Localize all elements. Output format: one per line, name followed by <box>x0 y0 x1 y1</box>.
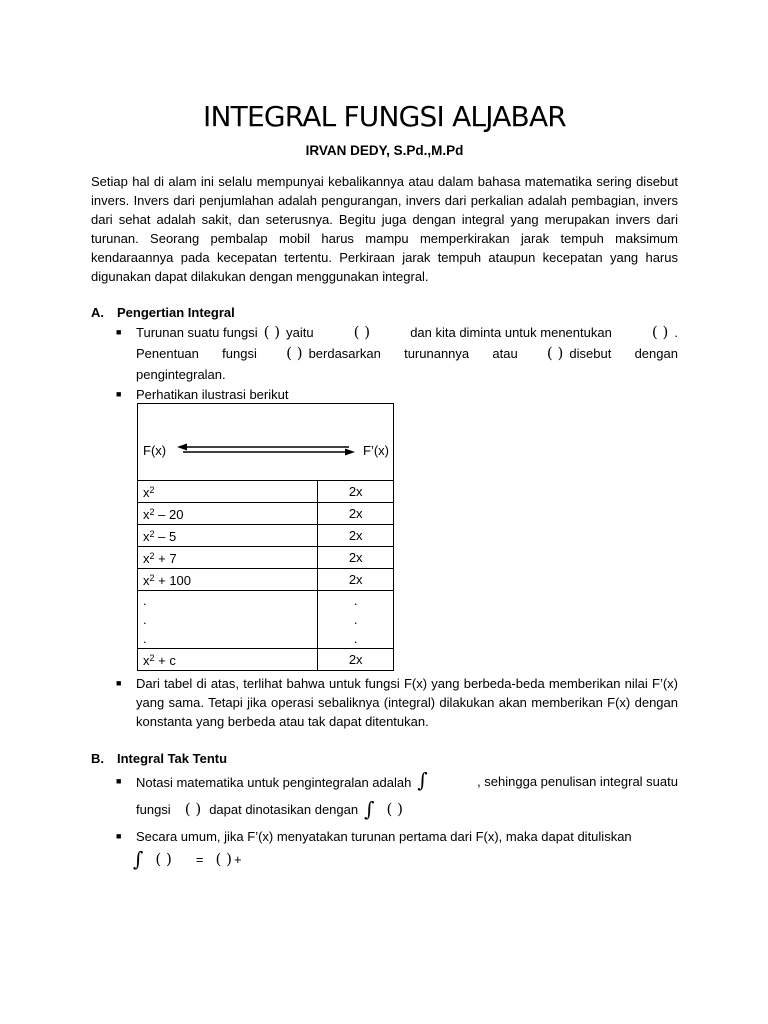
integral-sign: ∫ <box>133 847 144 871</box>
fx-cell: $x^2 - 5$ <box>138 525 318 547</box>
b1-line2-word: turunannya <box>404 346 470 361</box>
bullet-b1-line1 <box>136 768 678 795</box>
table-header-cell <box>138 404 394 481</box>
bullet-a1-line2 <box>136 343 678 364</box>
b-b1-line2-word: dapat dinotasikan dengan <box>209 801 359 817</box>
b1-line2-word: berdasarkan <box>308 346 381 361</box>
b1-text-2: yaitu <box>286 325 314 340</box>
section-a-heading <box>91 305 235 320</box>
bullet-b1-text <box>136 768 678 823</box>
table-row <box>138 569 394 591</box>
bullet-b2-text <box>136 826 678 847</box>
paren-placeholder: ( ) <box>263 323 281 341</box>
bullet-square-icon: ■ <box>116 327 122 337</box>
bullet-square-icon: ■ <box>116 831 122 841</box>
dots-cell: . . . <box>138 591 318 649</box>
integral-sign: ∫ <box>417 768 428 792</box>
equals-sign: = <box>195 851 204 867</box>
bullet-a1-line3: pengintegralan. <box>136 367 226 382</box>
b1-text-3: dan kita diminta untuk menentukan <box>410 325 612 340</box>
plus-sign: + <box>233 851 242 867</box>
b-b1-line2-word: fungsi <box>136 801 171 817</box>
bullet-a3-text: Dari tabel di atas, terlihat bahwa untuk fungsi F(x) yang berbeda-beda memberikan nilai F’(x) yang sama. Tetapi jika operasi sebaliknya (integral) dilakukan akan memberikan F(x) dengan konstanta yang berbeda atau tak dapat ditentukan. <box>136 676 678 729</box>
bullet-a2-text: Perhatikan ilustrasi berikut <box>136 387 289 402</box>
b1-line2-word: disebut <box>569 346 612 361</box>
dots-cell: . . . <box>318 591 394 649</box>
bullet-a1-text <box>136 322 678 385</box>
fpx-cell: 2x <box>318 569 394 591</box>
b-b1-text-2: , sehingga penulisan integral suatu <box>477 774 678 789</box>
b1-line2-word: dengan <box>634 346 678 361</box>
bullet-a1-line1 <box>136 322 678 343</box>
fx-cell: $x^2 + 7$ <box>138 547 318 569</box>
b1-line2-word: atau <box>492 346 518 361</box>
paren-placeholder: ( ) <box>215 850 232 868</box>
table-row <box>138 649 394 671</box>
bullet-square-icon: ■ <box>116 776 122 786</box>
fx-cell: $x^2 - 20$ <box>138 503 318 525</box>
formula-line <box>133 846 242 872</box>
paren-placeholder: ( ) <box>184 799 202 818</box>
section-a-title: Pengertian Integral <box>117 305 235 320</box>
bullet-square-icon: ■ <box>116 389 122 399</box>
page-title: INTEGRAL FUNGSI ALJABAR <box>203 100 566 133</box>
paren-placeholder: ( ) <box>546 344 564 362</box>
table-row-dots <box>138 591 394 649</box>
fx-cell: $x^2$ <box>138 481 318 503</box>
author-name: IRVAN DEDY, S.Pd.,M.Pd <box>305 143 464 158</box>
paren-placeholder: ( ) <box>386 799 403 818</box>
fx-label: F(x) <box>143 443 167 458</box>
fx-cell: $x^2 + 100$ <box>138 569 318 591</box>
fpx-cell: 2x <box>318 481 394 503</box>
b1-line2-word: Penentuan <box>136 346 199 361</box>
table-header-row <box>138 404 394 481</box>
paren-placeholder: ( ) <box>155 850 172 868</box>
table-row <box>138 503 394 525</box>
b1-line2-word: fungsi <box>222 346 257 361</box>
bullet-square-icon: ■ <box>116 678 122 688</box>
fx-cell: $x^2 + c$ <box>138 649 318 671</box>
section-b-title: Integral Tak Tentu <box>117 751 228 766</box>
section-a-letter: A. <box>91 305 104 320</box>
fpx-cell: 2x <box>318 649 394 671</box>
b1-text-1: Turunan suatu fungsi <box>136 325 258 340</box>
section-b-letter: B. <box>91 751 104 766</box>
b-b1-text-1: Notasi matematika untuk pengintegralan adalah <box>136 775 412 790</box>
double-arrow-icon <box>143 442 389 458</box>
fpx-cell: 2x <box>318 503 394 525</box>
period: . <box>674 325 678 340</box>
paren-placeholder: ( ) <box>353 323 371 341</box>
table-row <box>138 547 394 569</box>
table-row <box>138 525 394 547</box>
table-row <box>138 481 394 503</box>
intro-paragraph: Setiap hal di alam ini selalu mempunyai kebalikannya atau dalam bahasa matematika sering disebut invers. Invers dari penjumlahan adalah pengurangan, invers dari perkalian adalah pembagian, invers dari sehat adalah sakit, dan seterusnya. Begitu juga dengan integral yang merupakan invers dari turunan. Seorang pembalap mobil harus mampu memperkirakan jarak tempuh maksimum kendaraannya pada kecepatan tertentu. Perkiraan jarak tempuh ataupun kecepatan yang harus digunakan dapat dilakukan dengan menggunakan integral. <box>91 174 678 284</box>
paren-placeholder: ( ) <box>286 344 303 362</box>
bullet-b2-line1: Secara umum, jika F’(x) menyatakan turunan pertama dari F(x), maka dapat dituliskan <box>136 829 632 844</box>
section-b-heading <box>91 751 227 766</box>
fpx-cell: 2x <box>318 547 394 569</box>
illustration-table <box>137 403 394 671</box>
fpx-label: F’(x) <box>363 443 389 458</box>
bullet-b1-line2 <box>136 795 678 823</box>
integral-sign: ∫ <box>364 796 375 821</box>
fpx-cell: 2x <box>318 525 394 547</box>
paren-placeholder: ( ) <box>651 323 669 341</box>
